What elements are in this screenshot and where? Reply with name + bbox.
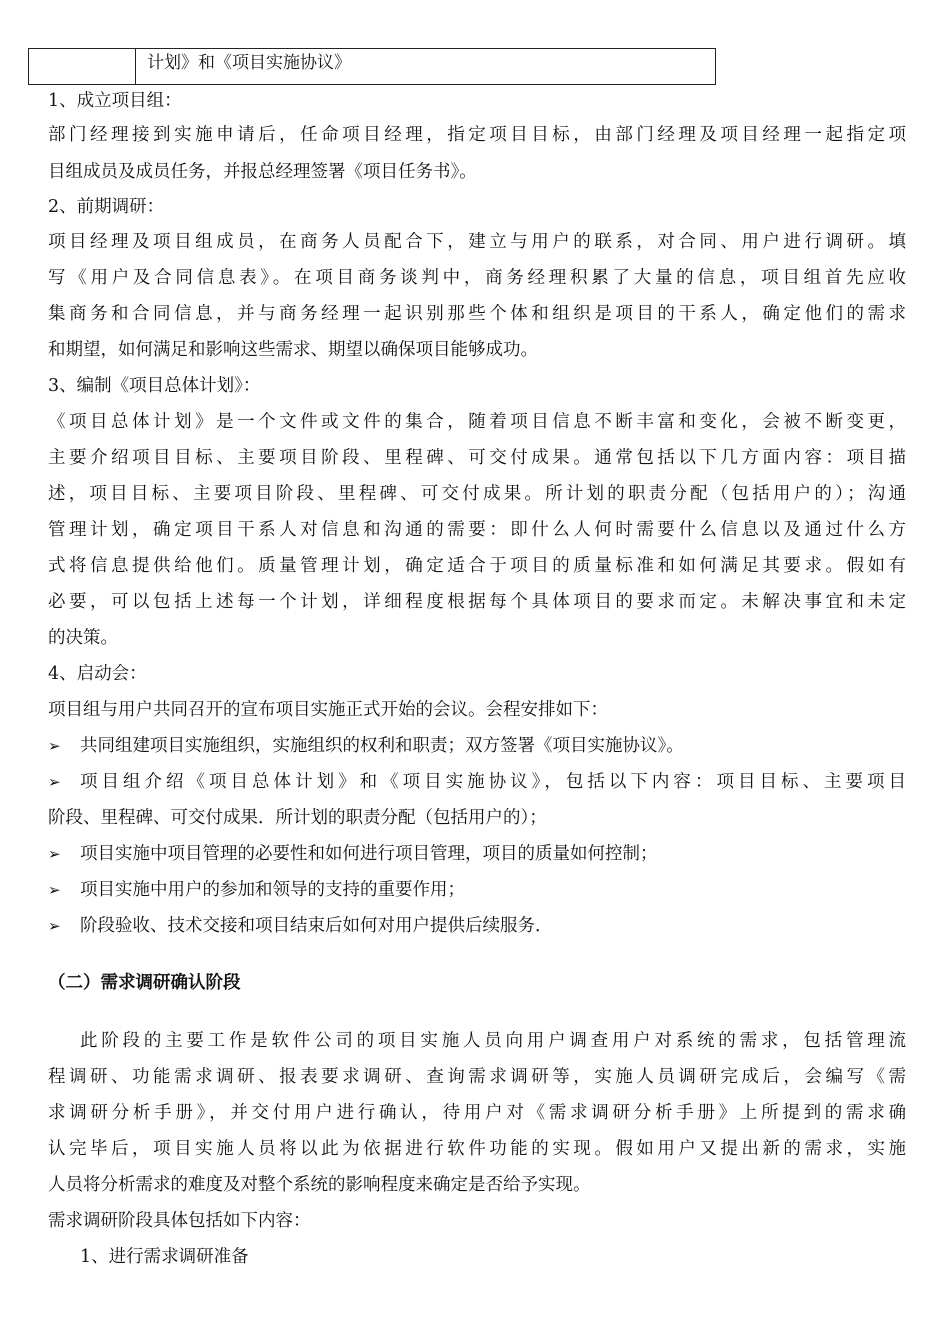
bullet-icon: ➢ [48, 881, 61, 899]
top-table [28, 48, 716, 85]
table-cell-empty [29, 49, 136, 84]
bullet-icon: ➢ [48, 917, 61, 935]
body-line: 求调研分析手册》，并交付用户进行确认，待用户对《需求调研分析手册》上所提到的需求确 [48, 1103, 906, 1123]
body-line: 此阶段的主要工作是软件公司的项目实施人员向用户调查用户对系统的需求，包括管理流 [80, 1031, 906, 1051]
bullet-text: 项目组介绍《项目总体计划》和《项目实施协议》，包括以下内容：项目目标、主要项目 [80, 772, 906, 792]
body-line: 集商务和合同信息，并与商务经理一起识别那些个体和组织是项目的干系人，确定他们的需求 [48, 304, 906, 324]
body-line: 项目组与用户共同召开的宣布项目实施正式开始的会议。会程安排如下： [48, 700, 608, 720]
body-line: 主要介绍项目目标、主要项目阶段、里程碑、可交付成果。通常包括以下几方面内容：项目描 [48, 448, 906, 468]
bullet-text: 项目实施中用户的参加和领导的支持的重要作用； [80, 880, 465, 900]
bullet-text-continued: 阶段、里程碑、可交付成果．所计划的职责分配（包括用户的）； [48, 808, 547, 828]
bullet-text: 共同组建项目实施组织，实施组织的权利和职责；双方签署《项目实施协议》。 [80, 736, 684, 756]
body-line: 式将信息提供给他们。质量管理计划，确定适合于项目的质量标准和如何满足其要求。假如有 [48, 556, 906, 576]
body-line: 述，项目目标、主要项目阶段、里程碑、可交付成果。所计划的职责分配（包括用户的）；沟通 [48, 484, 906, 504]
step-1-heading: 1、成立项目组： [48, 91, 182, 111]
body-line: 管理计划，确定项目干系人对信息和沟通的需要：即什么人何时需要什么信息以及通过什么方 [48, 520, 906, 540]
step-4-heading: 4、启动会： [48, 664, 147, 684]
step-2-heading: 2、前期调研： [48, 197, 165, 217]
body-line: 《项目总体计划》是一个文件或文件的集合，随着项目信息不断丰富和变化，会被不断变更， [48, 412, 906, 432]
bullet-text: 阶段验收、技术交接和项目结束后如何对用户提供后续服务． [80, 916, 553, 936]
bullet-icon: ➢ [48, 845, 61, 863]
body-line: 的决策。 [48, 628, 118, 648]
sub-step-heading: 1、进行需求调研准备 [80, 1247, 249, 1267]
table-cell-text: 计划》和《项目实施协议》 [147, 53, 351, 73]
body-line: 人员将分析需求的难度及对整个系统的影响程度来确定是否给予实现。 [48, 1175, 591, 1195]
bullet-icon: ➢ [48, 773, 61, 791]
body-line: 部门经理接到实施申请后，任命项目经理，指定项目目标，由部门经理及项目经理一起指定项 [48, 125, 906, 145]
body-line: 项目经理及项目组成员，在商务人员配合下，建立与用户的联系，对合同、用户进行调研。填 [48, 232, 906, 252]
body-line: 目组成员及成员任务，并报总经理签署《项目任务书》。 [48, 162, 477, 182]
body-line: 和期望，如何满足和影响这些需求、期望以确保项目能够成功。 [48, 340, 538, 360]
body-line: 认完毕后，项目实施人员将以此为依据进行软件功能的实现。假如用户又提出新的需求，实施 [48, 1139, 906, 1159]
step-3-heading: 3、编制《项目总体计划》： [48, 376, 261, 396]
body-line: 写《用户及合同信息表》。在项目商务谈判中，商务经理积累了大量的信息，项目组首先应收 [48, 268, 906, 288]
body-line: 程调研、功能需求调研、报表要求调研、查询需求调研等，实施人员调研完成后，会编写《需 [48, 1067, 906, 1087]
body-line: 需求调研阶段具体包括如下内容： [48, 1211, 311, 1231]
body-line: 必要，可以包括上述每一个计划，详细程度根据每个具体项目的要求而定。未解决事宜和未定 [48, 592, 906, 612]
bullet-icon: ➢ [48, 737, 61, 755]
section-heading: （二）需求调研确认阶段 [48, 973, 241, 993]
bullet-text: 项目实施中项目管理的必要性和如何进行项目管理，项目的质量如何控制； [80, 844, 658, 864]
